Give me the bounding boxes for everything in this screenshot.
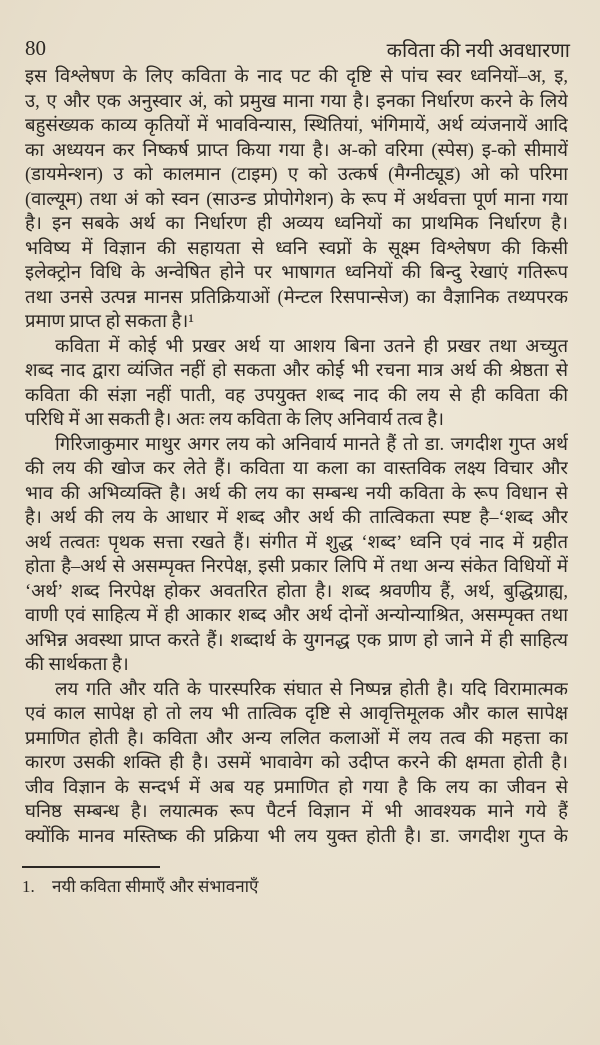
- text-line: शब्द नाद द्वारा व्यंजित नहीं हो सकता और कोई भी रचना मात्र अर्थ की श्रेष्ठता से: [25, 361, 568, 381]
- footnote: [22, 874, 258, 897]
- text-line: (डायमेन्शन) उ को कालमान (टाइम) ए को उत्कर्ष (मैग्नीट्यूड) ओ को परिमा: [25, 165, 568, 185]
- text-line: एवं काल सापेक्ष हो तो लय भी तात्विक दृष्टि से आवृत्तिमूलक और काल सापेक्ष: [25, 704, 568, 724]
- text-line: है। अर्थ की लय के आधार में शब्द और अर्थ की तात्विकता स्पष्ट है–‘शब्द और: [25, 508, 568, 528]
- text-line: की लय की खोज कर लेते हैं। कविता या कला का वास्तविक लक्ष्य विचार और: [25, 459, 568, 479]
- footnote-number: 1.: [22, 877, 35, 896]
- text-line: परिधि में आ सकती है। अतः लय कविता के लिए अनिवार्य तत्व है।: [25, 410, 445, 430]
- text-line: का अध्ययन कर निष्कर्ष प्राप्त किया गया है। अ-को वरिमा (स्पेस) इ-को सीमायें: [25, 140, 568, 161]
- text-line: वाणी एवं साहित्य में ही आकार शब्द और अर्थ दोनों अन्योन्याश्रित, असम्पृक्त तथा: [25, 606, 568, 626]
- text-line: ‘अर्थ’ शब्द निरपेक्ष होकर अवतरित होता है। शब्द श्रवणीय हैं, अर्थ, बुद्धिग्राह्य,: [25, 581, 568, 602]
- text-line: कारण उसकी शक्ति ही है। उसमें भावावेग को उदीप्त करने की क्षमता होती है।: [25, 753, 568, 773]
- text-line: क्योंकि मानव मस्तिष्क की प्रक्रिया भी लय युक्त होती है। डा. जगदीश गुप्त के: [25, 826, 568, 847]
- text-line: अर्थ तत्वतः पृथक सत्ता रखते हैं। संगीत में शुद्ध ‘शब्द’ ध्वनि एवं नाद में ग्रहीत: [25, 532, 568, 553]
- page-number: 80: [25, 36, 46, 60]
- running-head: कविता की नयी अवधारणा: [386, 40, 570, 62]
- footnote-divider: [22, 866, 160, 868]
- footnote-text: नयी कविता सीमाएँ और संभावनाएँ: [52, 877, 259, 896]
- text-line: कविता की संज्ञा नहीं पाती, वह उपयुक्त शब्द नाद की लय से ही कविता की: [25, 385, 568, 406]
- text-line: भाव की अभिव्यक्ति है। अर्थ की लय का सम्बन्ध नयी कविता के रूप विधान से: [25, 483, 568, 504]
- text-line: बहुसंख्यक काव्य कृतियों में भावविन्यास, स्थितियां, भंगिमायें, अर्थ व्यंजनायें आदि: [25, 116, 568, 136]
- text-line: उ, ए और एक अनुस्वार अं, को प्रमुख माना गया है। इनका निर्धारण करने के लिये: [25, 91, 568, 112]
- text-line: की सार्थकता है।: [25, 655, 129, 675]
- text-line: घनिष्ठ सम्बन्ध है। लयात्मक रूप पैटर्न विज्ञान में भी आवश्यक माने गये हैं: [25, 802, 568, 822]
- text-line: अभिन्न अवस्था प्राप्त करते हैं। शब्दार्थ के युगनद्ध एक प्राण हो जाने में ही साहित्य: [25, 630, 568, 651]
- body-text: [25, 65, 568, 849]
- text-line: प्रमाणित होती है। कविता और अन्य ललित कलाओं में लय तत्व की महत्ता का: [25, 728, 568, 749]
- text-line: (वाल्यूम) तथा अं को स्वन (साउन्ड प्रोपोगेशन) के रूप में अर्थवत्ता पूर्ण माना गया: [25, 189, 568, 210]
- text-line: जीव विज्ञान के सन्दर्भ में अब यह प्रमाणित हो गया है कि लय का जीवन से: [25, 777, 568, 798]
- text-line: कविता में कोई भी प्रखर अर्थ या आशय बिना उतने ही प्रखर तथा अच्युत: [55, 336, 568, 357]
- text-line: इलेक्ट्रोन विधि के अन्वेषित होने पर भाषागत ध्वनियों की बिन्दु रेखाएं गतिरूप: [25, 263, 568, 283]
- text-line: लय गति और यति के पारस्परिक संघात से निष्पन्न होती है। यदि विरामात्मक: [55, 679, 568, 700]
- text-line: है। इन सबके अर्थ का निर्धारण ही अव्यय ध्वनियों का प्राथमिक निर्धारण है।: [25, 214, 568, 234]
- text-line: प्रमाण प्राप्त हो सकता है।¹: [25, 312, 194, 332]
- text-line: तथा उनसे उत्पन्न मानस प्रतिक्रियाओं (मेन्टल रिसपान्सेज) का वैज्ञानिक तथ्यपरक: [25, 287, 568, 308]
- text-line: भविष्य में विज्ञान की सहायता से ध्वनि स्वप्नों के सूक्ष्म विश्लेषण की किसी: [25, 238, 568, 259]
- text-line: इस विश्लेषण के लिए कविता के नाद पट की दृष्टि से पांच स्वर ध्वनियों–अ, इ,: [25, 67, 568, 87]
- text-line: गिरिजाकुमार माथुर अगर लय को अनिवार्य मानते हैं तो डा. जगदीश गुप्त अर्थ: [55, 434, 568, 455]
- text-line: होता है–अर्थ से असम्पृक्त निरपेक्ष, इसी प्रकार लिपि में तथा अन्य संकेत विधियों में: [25, 557, 568, 577]
